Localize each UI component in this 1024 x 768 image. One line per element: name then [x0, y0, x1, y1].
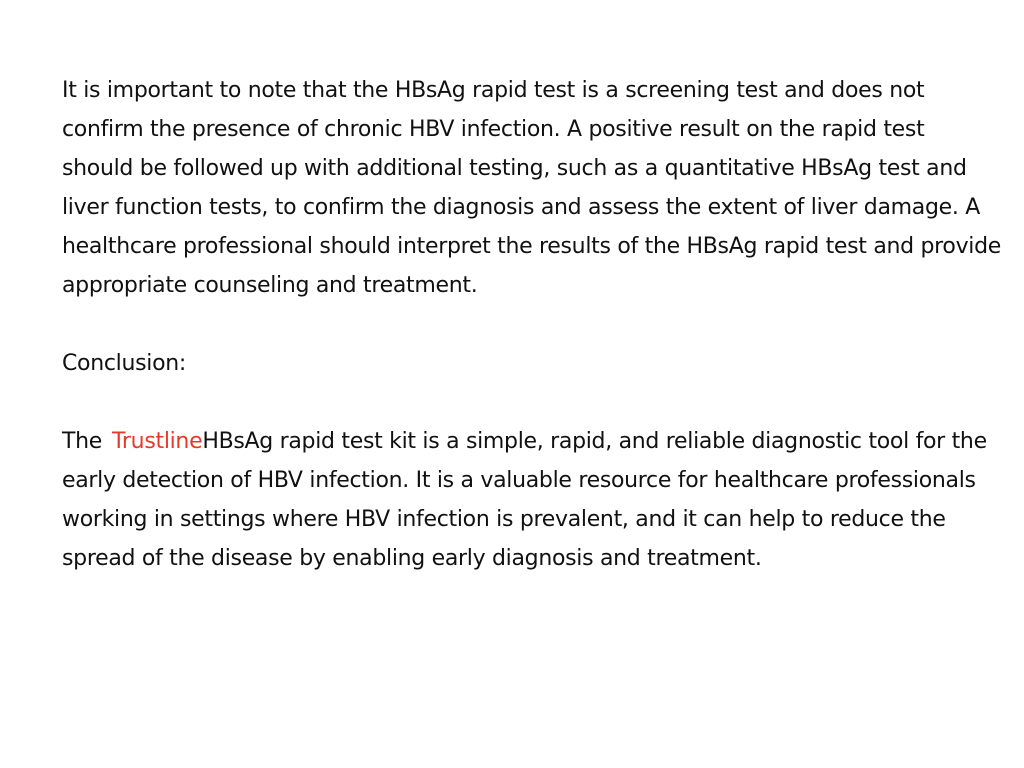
document-body — [62, 71, 1002, 578]
spacer — [62, 305, 1002, 344]
paragraph-hbsag-note: It is important to note that the HBsAg rapid test is a screening test and does not confirm the presence of chronic HBV infection. A positive result on the rapid test should be followed up with additional testing, such as a quantitative HBsAg test and liver function tests, to confirm the diagnosis and assess the extent of liver damage. A healthcare professional should interpret the results of the HBsAg rapid test and provide appropriate counseling and treatment. — [62, 78, 1002, 298]
paragraph-body-text: HBsAg rapid test kit is a simple, rapid, and reliable diagnostic tool for the early detection of HBV infection. It is a valuable resource for healthcare professionals working in settings where HBV infection is prevalent, and it can help to reduce the spread of the disease by enabling early diagnosis and treatment. — [62, 429, 987, 571]
brand-link-trustline[interactable]: Trustline — [112, 429, 203, 454]
paragraph-lead-text: The — [62, 429, 103, 454]
conclusion-heading: Conclusion: — [62, 351, 187, 376]
paragraph-conclusion — [62, 422, 1002, 578]
spacer — [62, 383, 1002, 422]
